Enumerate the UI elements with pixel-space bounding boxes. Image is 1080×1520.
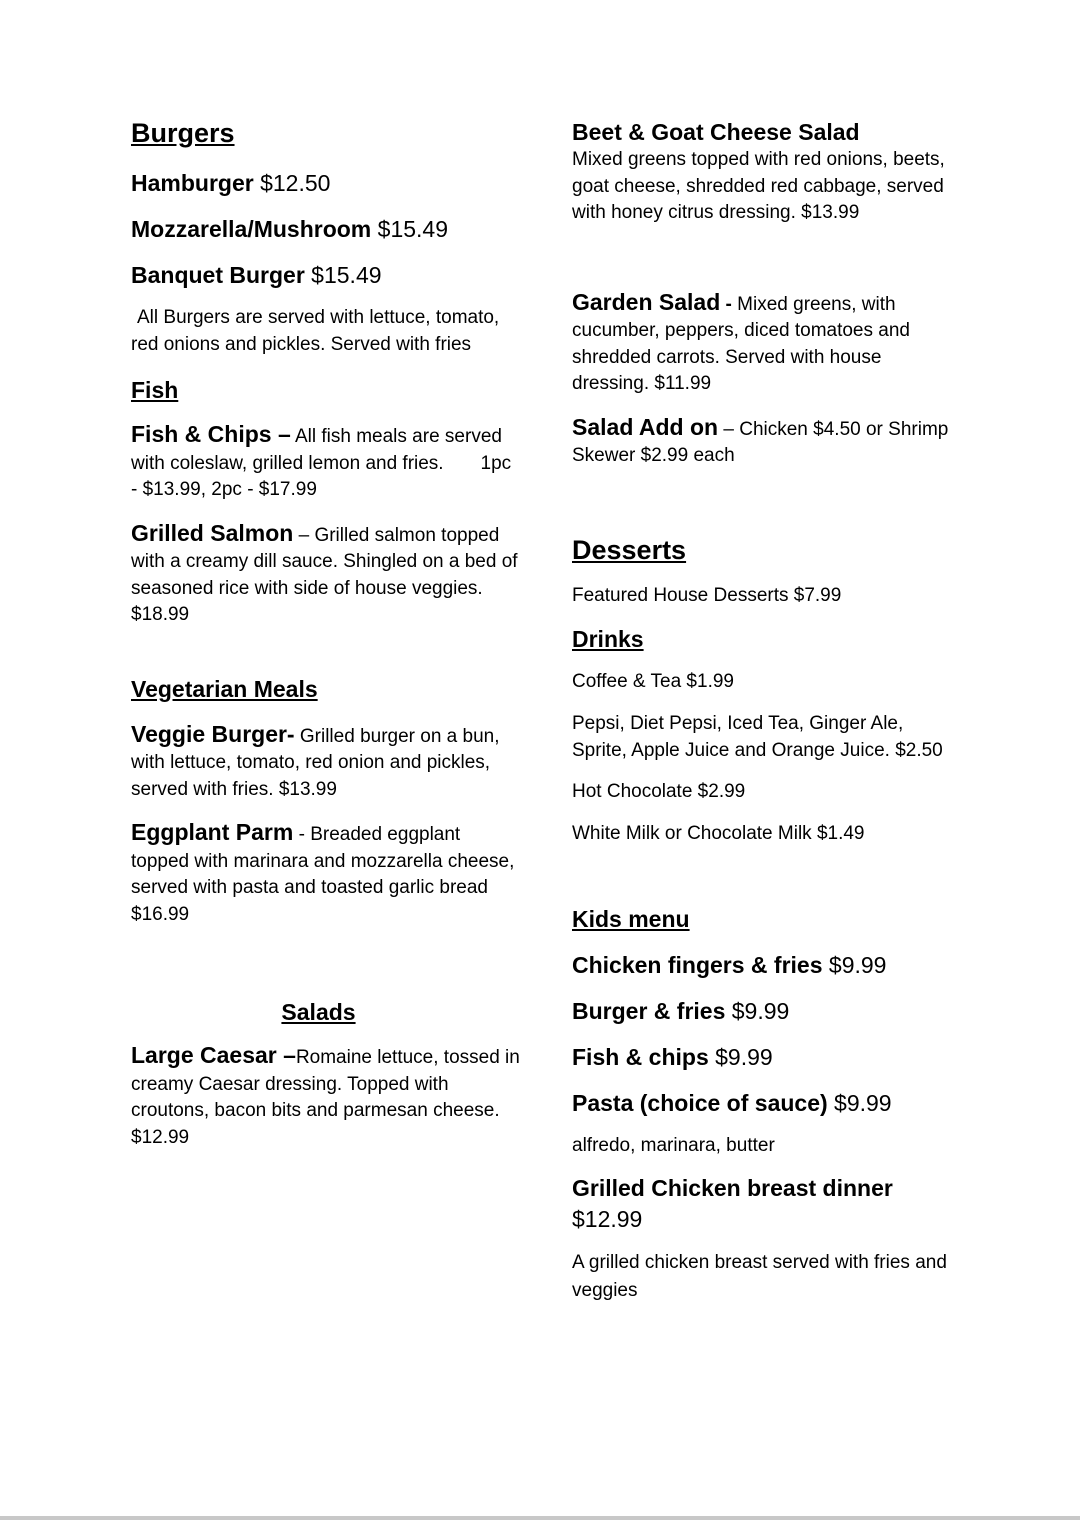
- item-name: Mozzarella/Mushroom: [131, 216, 372, 242]
- item-name: Grilled Salmon: [131, 519, 294, 546]
- burgers-heading: Burgers: [131, 118, 235, 148]
- item-desc: – Chicken $4.50 or Shrimp Skewer $2.99 each: [572, 418, 949, 466]
- menu-item-fish-chips: [131, 421, 521, 504]
- item-name: Fish & chips: [572, 1043, 709, 1070]
- item-desc: - Breaded eggplant topped with marinara and mozzarella cheese, served with pasta and toasted garlic bread $16.99: [131, 824, 515, 925]
- kids-dinner-desc: A grilled chicken breast served with fries and veggies: [572, 1251, 947, 1301]
- item-name: Large Caesar –: [131, 1042, 296, 1068]
- menu-item-banquet-burger: [131, 260, 521, 290]
- item-name: Salad Add on: [572, 413, 719, 440]
- item-name: Grilled Chicken breast dinner: [572, 1174, 893, 1201]
- left-column: [131, 117, 521, 1151]
- item-price: $9.99: [827, 1089, 892, 1116]
- kids-item-grilled-chicken-dinner: [572, 1173, 952, 1235]
- desserts-heading: Desserts: [572, 534, 687, 565]
- item-price: $12.99: [572, 1205, 643, 1232]
- item-desc: All fish meals are served with coleslaw, grilled lemon and fries. 1pc - $13.99, 2pc - $17.99: [131, 426, 517, 500]
- item-price: $12.50: [253, 170, 331, 196]
- page-bottom-rule: [0, 1516, 1080, 1520]
- menu-item-veggie-burger: [131, 721, 521, 804]
- item-name: Burger & fries: [572, 997, 726, 1024]
- drink-line: White Milk or Chocolate Milk $1.49: [572, 822, 865, 844]
- kids-menu-heading: Kids menu: [572, 905, 690, 932]
- item-name: Eggplant Parm: [131, 819, 294, 845]
- menu-item-hamburger: [131, 168, 521, 198]
- kids-item: [572, 996, 952, 1026]
- item-price: $15.49: [304, 262, 382, 288]
- menu-item-salad-add-on: [572, 414, 952, 470]
- kids-item: [572, 1088, 952, 1118]
- menu-item-garden-salad: [572, 289, 952, 398]
- menu-item-large-caesar: [131, 1042, 521, 1151]
- menu-item-mozzarella-mushroom: [131, 214, 521, 244]
- item-desc: Mixed greens, with cucumber, peppers, diced tomatoes and shredded carrots. Served with house dressing. $11.99: [572, 293, 910, 394]
- item-name: Garden Salad: [572, 288, 721, 315]
- item-name: Chicken fingers & fries: [572, 951, 823, 978]
- menu-item-beet-goat-cheese-salad-desc: Mixed greens topped with red onions, beets, goat cheese, shredded red cabbage, served with honey citrus dressing. $13.99: [572, 149, 945, 223]
- menu-item-beet-goat-cheese-salad-title: Beet & Goat Cheese Salad: [572, 119, 860, 145]
- item-desc: Romaine lettuce, tossed in creamy Caesar dressing. Topped with croutons, bacon bits and parmesan cheese. $12.99: [131, 1047, 520, 1148]
- item-price: $9.99: [822, 951, 887, 978]
- item-name: Hamburger: [131, 170, 254, 196]
- kids-item: [572, 1042, 952, 1072]
- kids-pasta-sauces: alfredo, marinara, butter: [572, 1134, 775, 1156]
- item-name: Fish & Chips –: [131, 421, 291, 447]
- item-name: Pasta (choice of sauce): [572, 1089, 828, 1116]
- menu-item-eggplant-parm: [131, 819, 521, 928]
- drink-line: Hot Chocolate $2.99: [572, 780, 746, 802]
- item-separator: -: [720, 293, 738, 315]
- item-desc: – Grilled salmon topped with a creamy dill sauce. Shingled on a bed of seasoned rice with side of house veggies. $18.99: [131, 524, 518, 625]
- kids-item: [572, 950, 952, 980]
- item-price: $15.49: [371, 216, 449, 242]
- right-column: [572, 117, 952, 1305]
- fish-heading: Fish: [131, 377, 179, 403]
- item-name: Banquet Burger: [131, 262, 305, 288]
- drink-line: Pepsi, Diet Pepsi, Iced Tea, Ginger Ale, Sprite, Apple Juice and Orange Juice. $2.50: [572, 712, 943, 761]
- menu-item-grilled-salmon: [131, 520, 521, 629]
- item-price: $9.99: [708, 1043, 773, 1070]
- item-price: $9.99: [725, 997, 790, 1024]
- item-desc: Grilled burger on a bun, with lettuce, tomato, red onion and pickles, served with fries. $13.99: [131, 725, 500, 800]
- drinks-heading: Drinks: [572, 625, 644, 652]
- burgers-note: All Burgers are served with lettuce, tomato, red onions and pickles. Served with fries: [131, 307, 500, 355]
- vegetarian-heading: Vegetarian Meals: [131, 675, 318, 702]
- drink-line: Coffee & Tea $1.99: [572, 670, 734, 692]
- item-name: Veggie Burger-: [131, 720, 295, 747]
- salads-heading: Salads: [281, 999, 356, 1025]
- desserts-line: Featured House Desserts $7.99: [572, 584, 842, 606]
